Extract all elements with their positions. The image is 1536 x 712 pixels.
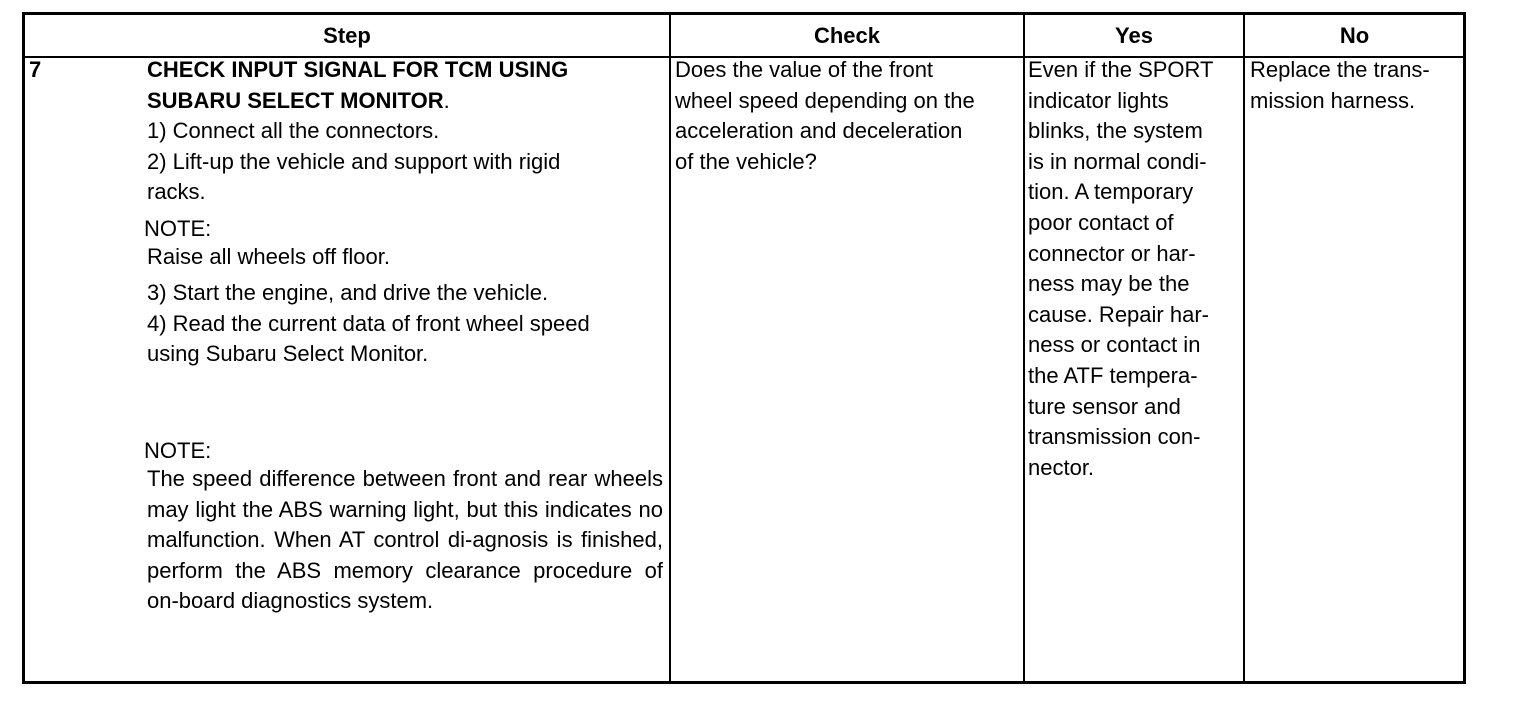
step-instruction-2-line2: racks. <box>147 179 206 205</box>
yes-line-3: blinks, the system <box>1028 118 1203 144</box>
yes-line-2: indicator lights <box>1028 87 1169 113</box>
header-check: Check <box>813 23 881 48</box>
yes-line-12: ture sensor and <box>1028 393 1181 419</box>
header-step: Step <box>323 23 371 48</box>
step-title-line2 <box>147 86 450 117</box>
note-2-text: The speed difference between front and rear wheels may light the ABS warning light, but this indicates no malfunction. When AT control di-agnosis is finished, perform the ABS memory clearance procedure of on-board diagnostics system. <box>147 466 663 614</box>
no-line-1: Replace the trans- <box>1250 57 1430 82</box>
yes-line-4: is in normal condi- <box>1028 148 1207 174</box>
step-number: 7 <box>29 57 42 82</box>
check-line-1: Does the value of the front <box>675 57 934 82</box>
yes-line-5: tion. A temporary <box>1028 179 1194 205</box>
step-title-emphasis: SUBARU SELECT MONITOR <box>147 87 444 113</box>
yes-line-8: ness may be the <box>1028 271 1190 297</box>
column-divider-step-check <box>669 15 671 681</box>
note-1-text: Raise all wheels off floor. <box>147 244 390 269</box>
yes-line-6: poor contact of <box>1028 210 1174 235</box>
step-instruction-4-line1: 4) Read the current data of front wheel speed <box>147 310 590 336</box>
step-instruction-4-line2: using Subaru Select Monitor. <box>147 341 429 367</box>
yes-line-13: transmission con- <box>1028 424 1201 450</box>
header-yes: Yes <box>1115 23 1153 48</box>
yes-line-11: the ATF tempera- <box>1028 363 1198 388</box>
yes-line-7: connector or har- <box>1028 240 1196 266</box>
step-title-period: . <box>443 87 450 113</box>
check-line-2: wheel speed depending on the <box>675 87 975 113</box>
no-line-2: mission harness. <box>1250 87 1416 113</box>
yes-line-9: cause. Repair har- <box>1028 301 1209 327</box>
yes-line-1: Even if the SPORT <box>1028 57 1214 82</box>
check-line-4: of the vehicle? <box>675 148 817 174</box>
yes-line-10: ness or contact in <box>1028 332 1201 358</box>
column-divider-yes-no <box>1243 15 1245 681</box>
yes-line-14: nector. <box>1028 454 1095 480</box>
column-divider-check-yes <box>1023 15 1025 681</box>
check-line-3: acceleration and deceleration <box>675 118 963 144</box>
step-instruction-2-line1: 2) Lift-up the vehicle and support with rigid <box>147 148 561 174</box>
step-instruction-3: 3) Start the engine, and drive the vehicle. <box>147 280 549 305</box>
note-2-label: NOTE: <box>144 438 212 463</box>
note-1-label: NOTE: <box>144 216 212 241</box>
step-title-line1: CHECK INPUT SIGNAL FOR TCM USING <box>147 57 569 82</box>
step-instruction-1: 1) Connect all the connectors. <box>147 118 440 144</box>
diagnostic-table <box>22 12 1466 684</box>
header-no: No <box>1339 23 1370 48</box>
